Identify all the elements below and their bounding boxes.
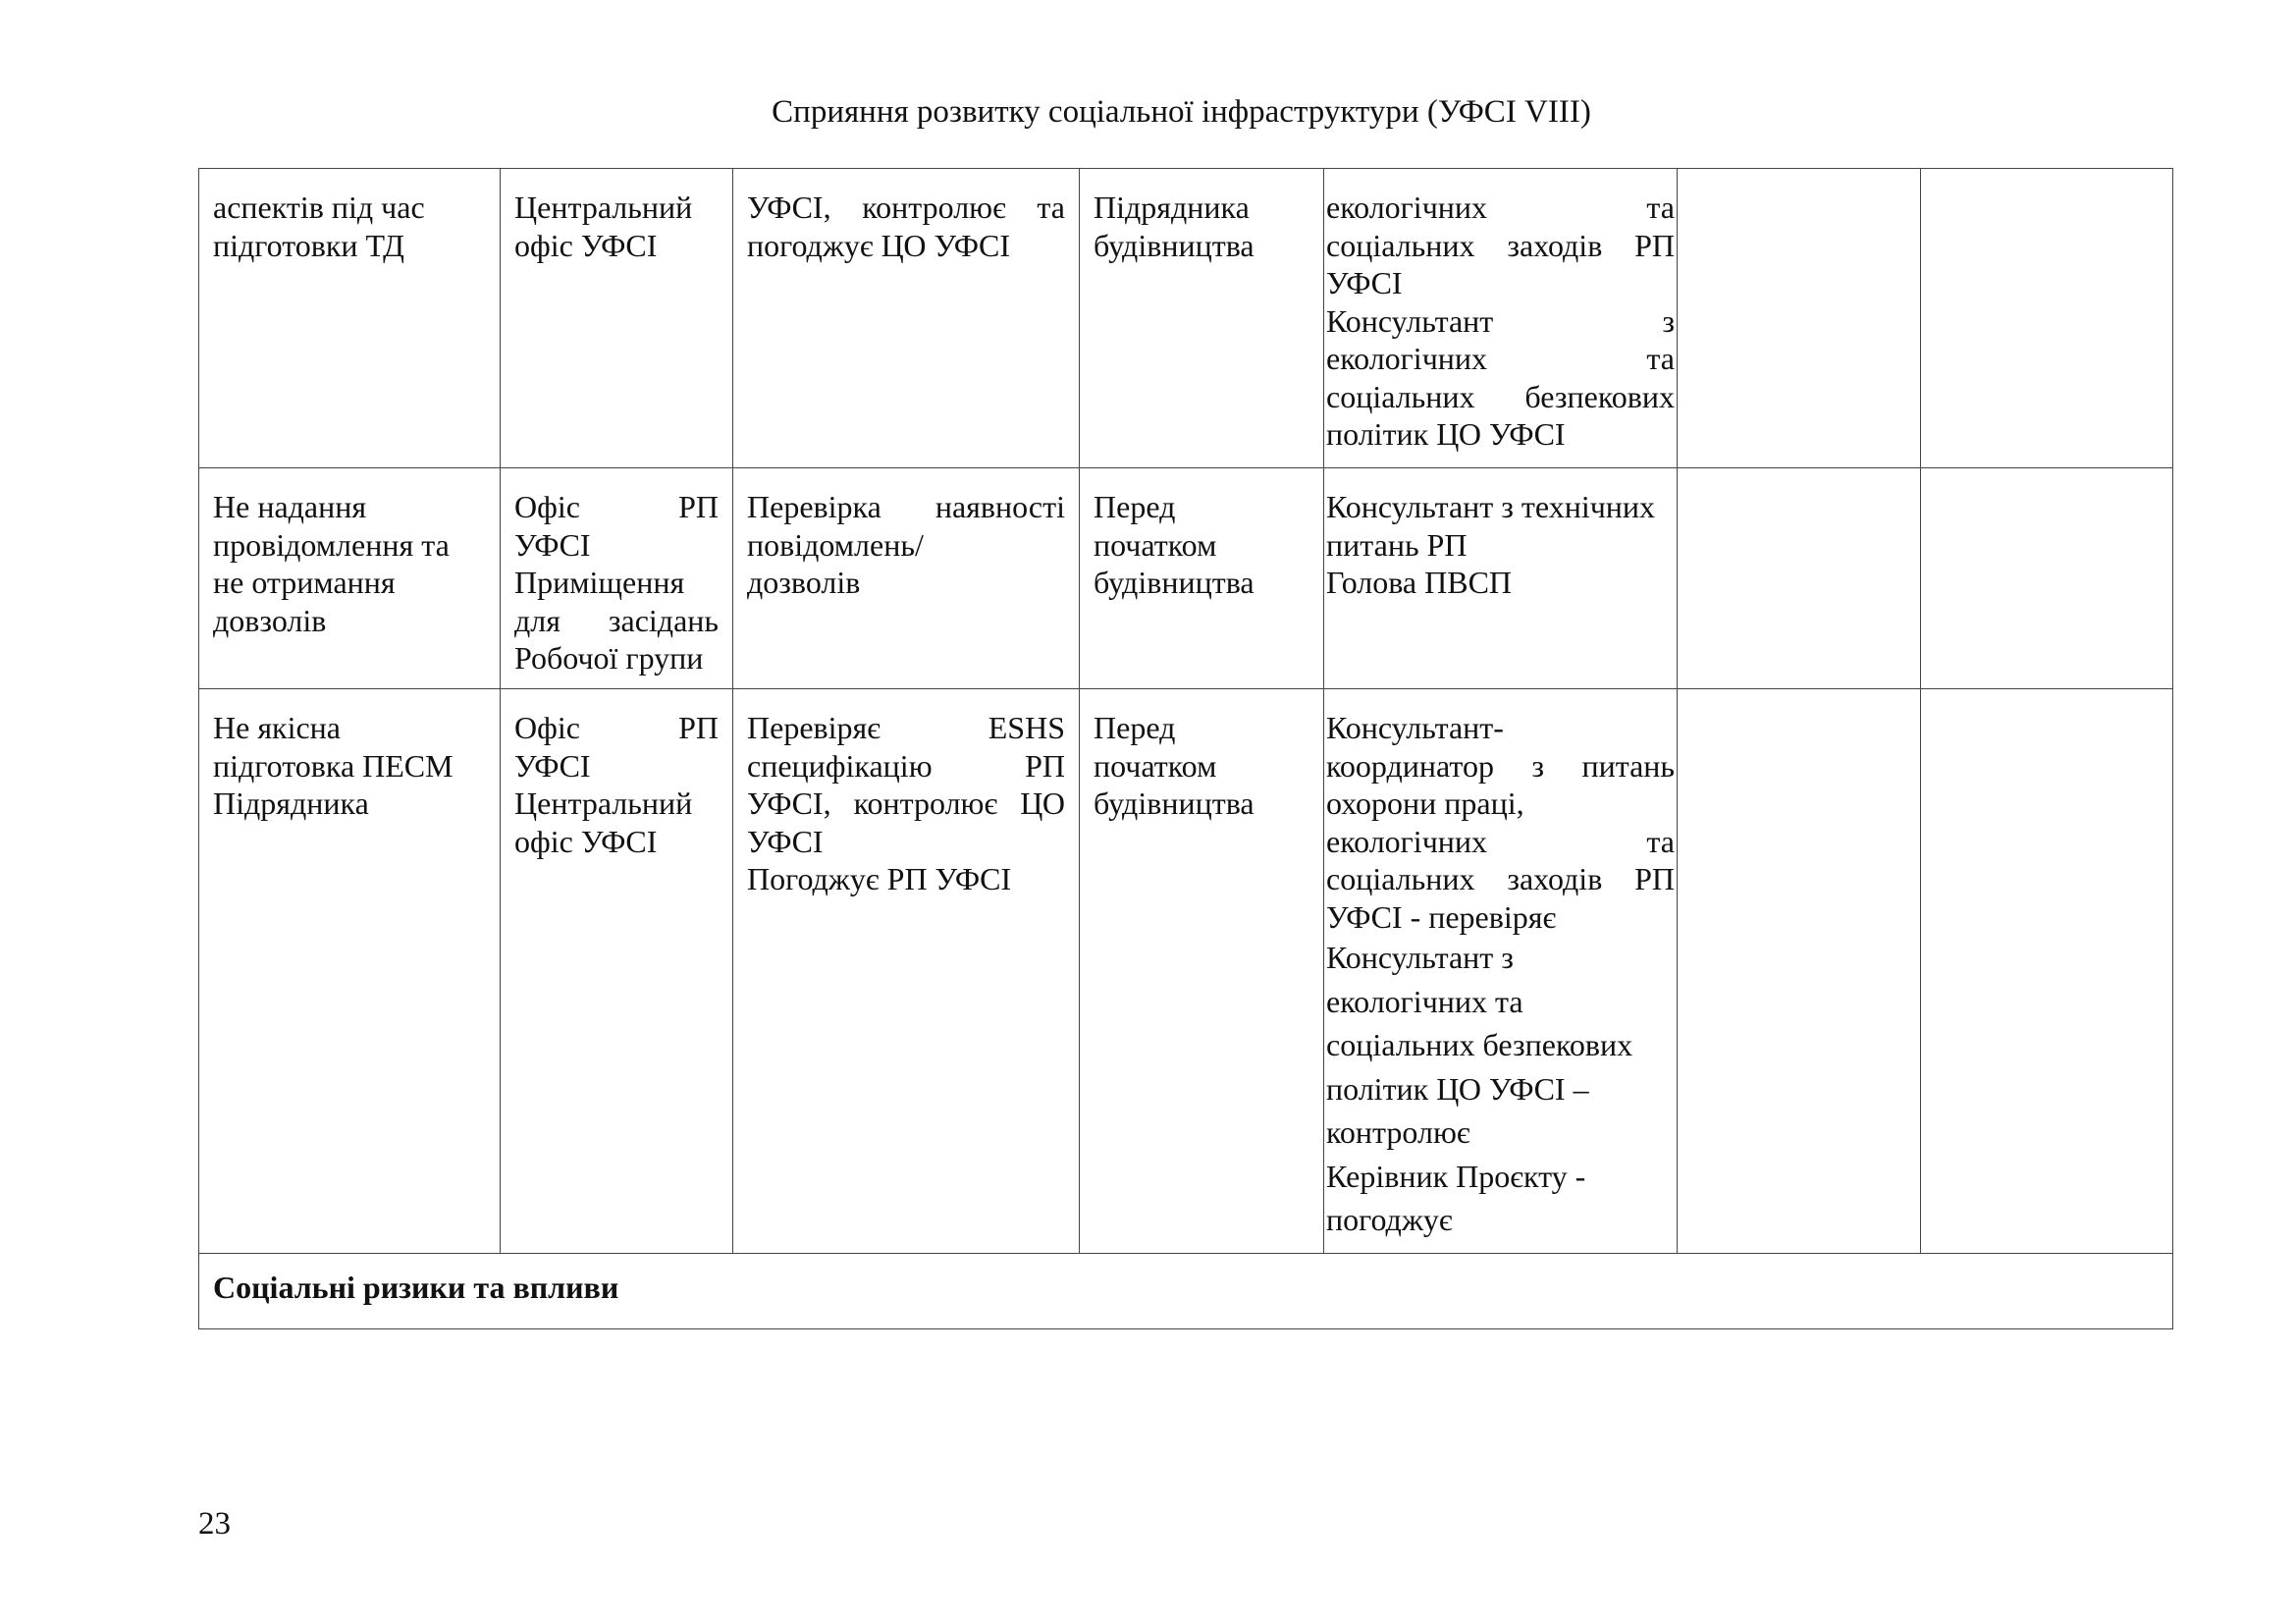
location-cell: Офіс РП УФСІ Приміщення для засідань Робочої групи (501, 468, 733, 689)
mitigation-table (198, 168, 2173, 1329)
measure-cell: Перевірка наявності повідомлень/ дозволів (733, 468, 1080, 689)
table-row (199, 169, 2173, 468)
responsible-cell: екологічних та соціальних заходів РП УФСІ Консультант з екологічних та соціальних безпекових політик ЦО УФСІ (1324, 169, 1678, 468)
risk-cell: Не якісна підготовка ПЕСМ Підрядника (199, 689, 501, 1254)
empty-cell (1921, 169, 2173, 468)
section-title: Соціальні ризики та впливи (199, 1254, 2173, 1329)
responsible-continuation: Консультант з екологічних та соціальних безпекових політик ЦО УФСІ – контролює Керівник Проєкту - погоджує (1326, 940, 1633, 1237)
timing-cell: Перед початком будівництва (1080, 689, 1324, 1254)
timing-cell: Підрядника будівництва (1080, 169, 1324, 468)
risk-cell: аспектів під час підготовки ТД (199, 169, 501, 468)
table-row (199, 468, 2173, 689)
empty-cell (1678, 689, 1921, 1254)
page-number: 23 (198, 1506, 231, 1542)
empty-cell (1921, 689, 2173, 1254)
section-row (199, 1254, 2173, 1329)
risk-cell: Не надання провідомлення та не отримання довзолів (199, 468, 501, 689)
empty-cell (1678, 468, 1921, 689)
page-header (0, 92, 2296, 132)
document-title: Сприяння розвитку соціальної інфраструктури (УФСІ VIII) (772, 94, 1591, 130)
empty-cell (1921, 468, 2173, 689)
responsible-cell: Консультант- координатор з питань охорони праці, екологічних та соціальних заходів РП УФСІ - перевіряє Консультант з екологічних та соціальних безпекових політик ЦО УФСІ – контролює Керівник Проєкту - погоджує (1324, 689, 1678, 1254)
responsible-cell: Консультант з технічних питань РП Голова ПВСП (1324, 468, 1678, 689)
location-cell: Центральний офіс УФСІ (501, 169, 733, 468)
measure-cell: УФСІ, контролює та погоджує ЦО УФСІ (733, 169, 1080, 468)
location-cell: Офіс РП УФСІ Центральний офіс УФСІ (501, 689, 733, 1254)
measure-cell: Перевіряє ESHS специфікацію РП УФСІ, контролює ЦО УФСІ Погоджує РП УФСІ (733, 689, 1080, 1254)
empty-cell (1678, 169, 1921, 468)
timing-cell: Перед початком будівництва (1080, 468, 1324, 689)
table-row (199, 689, 2173, 1254)
